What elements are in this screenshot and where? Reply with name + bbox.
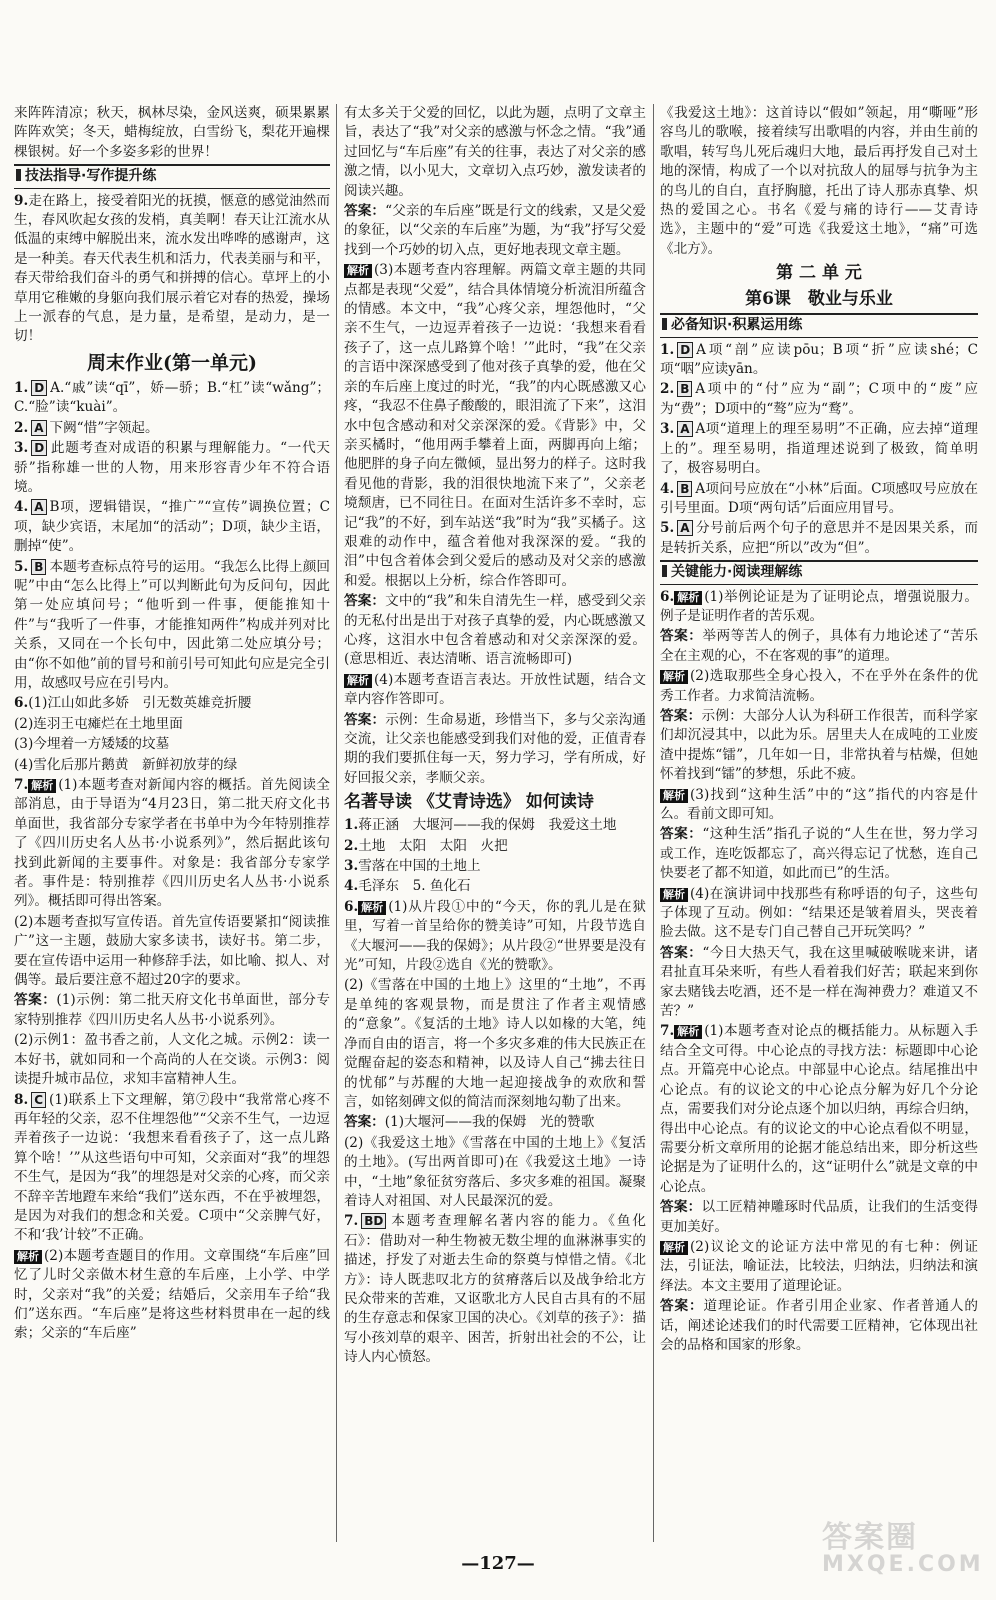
- question-number: 1.: [660, 341, 675, 358]
- paragraph: [14, 715, 330, 734]
- question-number: 4.: [344, 878, 359, 895]
- question-item: [14, 419, 330, 438]
- analysis-badge: 解析: [660, 670, 688, 684]
- body-text: “这种生活”指孔子说的“人生在世，努力学习或工作，连吃饭都忘了，高兴得忘记了忧愁，连自己快要老了都不知道，如此而已”的生活。: [660, 826, 978, 882]
- paragraph: [660, 825, 978, 883]
- body-text: (2)《我爱这土地》《雪落在中国的土地上》《复活的土地》。(写出两首即可)在《我爱这土地》一诗中，“土地”象征贫穷落后、多灾多难的祖国。凝聚着诗人对祖国、对人民最深沉的爱。: [344, 1134, 646, 1209]
- section-header: 必备知识·积累运用练: [660, 313, 978, 337]
- body-text: 本题考查理解名著内容的能力。《鱼化石》：借助对一种生物被无数尘埋的血淋淋事实的描述，抒发了对逝去生命的祭奠与悼惜之情。《北方》：诗人既悲叹北方的贫瘠落后以及战争给北方民众带来的苦难，又讴歌北方人民自古具有的不屈的生存意志和保家卫国的决心。《刘草的孩子》：描写小孩刘草的艰辛、困苦，折射出社会的不公，让诗人内心愤怒。: [344, 1213, 646, 1366]
- paragraph: [344, 1134, 646, 1212]
- body-text: (1)举例论证是为了证明论点，增强说服力。例子是证明作者的苦乐观。: [660, 588, 978, 624]
- body-text: 有太多关于父爱的回忆，以此为题，点明了文章主旨，表达了“我”对父亲的感激与怀念之情。“我”通过回忆与“车后座”有关的往事，表达了对父亲的感激之情，以小见大，文章切入点巧妙，激发读者的阅读兴趣。: [344, 105, 646, 199]
- question-item: [14, 498, 330, 556]
- body-text: 下阙“惜”字领起。: [49, 419, 159, 436]
- answer-choice: D: [31, 380, 47, 396]
- body-text: 分号前后两个句子的意思并不是因果关系，而是转折关系，应把“所以”改为“但”。: [660, 520, 978, 556]
- paragraph: [344, 976, 646, 1112]
- body-text: (4)雪化后那片鹅黄 新鲜初放芽的绿: [14, 756, 238, 773]
- question-number: 7.: [660, 1023, 675, 1040]
- question-number: 6.: [660, 588, 675, 605]
- question-item: [344, 898, 646, 976]
- question-number: 5.: [660, 520, 675, 537]
- analysis-badge: 解析: [674, 1025, 702, 1039]
- question-item: [344, 877, 646, 896]
- question-item: [14, 776, 330, 912]
- body-text: 本题考查标点符号的运用。“我怎么比得上颜回呢”中由“怎么比得上”可以判断此句为反问句，因此第一处应填问号；“他听到一件事，便能推知十件”与“我听了一件事，才能推知两件”构成并列对比关系，又同在一个长句中，因此第二处应填分号；由“你不如他”前的冒号和前引号可知此句应是完全引用，故感叹号应在引号内。: [14, 558, 330, 691]
- answer-label: 答案：: [660, 826, 703, 843]
- column-right: [660, 104, 978, 1356]
- paragraph: [344, 711, 646, 789]
- paragraph: [14, 756, 330, 775]
- answer-label: 答案：: [660, 1199, 702, 1216]
- body-text: (3)本题考查内容理解。两篇文章主题的共同点都是表现“父爱”，结合具体情境分析流泪所蕴含的情感。本文中，“我”心疼父亲，埋怨他时，“父亲不生气，一边逗弄着孩子一边说：‘我想来看看孩子了，这一点儿路算个啥！’”此时，“我”在父亲的言语中深深感受到了他对孩子真挚的爱，他在父亲的车后座上度过的时光，“我”的内心既感激又心疼，“我忍不住鼻子酸酸的，眼泪流了下来”，这泪水中包含感动和对父亲深深的爱。《背影》中，父亲买橘时，“他用两手攀着上面，两脚再向上缩；他肥胖的身子向左微倾，显出努力的样子。这时我看见他的背影，我的泪很快地流下来了”，父亲老境颓唐，已不同往日。在面对生活许多不幸时，忘记“我”的不好，到车站送“我”时为“我”买橘子。这艰难的动作中，蕴含着他对我深深的爱。“我的泪”中包含着体会到父爱后的感动及对父亲的感激和爱。根据以上分析，综合作答即可。: [344, 262, 646, 589]
- answer-choice: D: [31, 440, 47, 456]
- paragraph: [14, 1031, 330, 1089]
- question-item: [344, 816, 646, 835]
- paragraph: [660, 786, 978, 825]
- body-text: A.“戚”读“qī”，娇—骄；B.“杠”读“wǎng”；C.“脸”读“kuài”。: [14, 379, 330, 416]
- question-item: [14, 1091, 330, 1246]
- paragraph: [14, 1247, 330, 1344]
- body-text: 毛泽东 5. 鱼化石: [358, 878, 471, 895]
- body-text: (2)连羽王屯瘫烂在土地里面: [14, 715, 183, 732]
- paragraph: [344, 592, 646, 670]
- body-text: (1)江山如此多娇 引无数英雄竞折腰: [28, 695, 252, 712]
- body-text: 举两等苦人的例子，具体有力地论述了“苦乐全在主观的心，不在客观的事”的道理。: [660, 628, 979, 664]
- question-number: 2.: [660, 381, 675, 398]
- answer-label: 答案：: [344, 711, 386, 728]
- answer-choice: A: [677, 520, 692, 536]
- paragraph: [660, 707, 978, 785]
- question-item: [14, 694, 330, 713]
- column-left: [14, 104, 330, 1345]
- analysis-badge: 解析: [358, 901, 386, 915]
- answer-choice: B: [31, 559, 46, 575]
- body-text: 示例：大部分人认为科研工作很苦，而科学家们却沉浸其中，以此为乐。居里夫人在成吨的工业废渣中提炼“镭”，几年如一日，非常执着与枯燥，但她怀着找到“镭”的梦想，乐此不疲。: [660, 707, 979, 783]
- analysis-badge: 解析: [344, 264, 372, 278]
- body-text: A项“道理上的理至易明”不正确，应去掉“道理上的”。理至易明，指道理述说到了极致，简单明了，极容易明白。: [660, 421, 978, 477]
- body-text: “父亲的车后座”既是行文的线索，又是父爱的象征，以“父亲的车后座”为题，为“我”抒写父爱找到一个巧妙的切入点，更好地表现文章主题。: [344, 203, 646, 258]
- watermark-domain: MXQE.COM: [822, 1552, 984, 1577]
- question-item: [14, 379, 330, 418]
- body-text: (4)本题考查语言表达。开放性试题，结合文章内容作答即可。: [344, 671, 646, 708]
- paragraph: [14, 735, 330, 754]
- paragraph: [660, 1198, 978, 1237]
- question-item: [660, 480, 978, 519]
- body-text: (3)找到“这种生活”中的“这”指代的内容是什么。看前文即可知。: [660, 786, 978, 822]
- question-item: [660, 341, 978, 380]
- page-number: —127—: [461, 1553, 535, 1574]
- body-text: (1)本题考查对新闻内容的概括。首先阅读全部消息，由于导语为“4月23日，第二批天府文化书单面世，我省部分专家学者在书单中为今年特别推荐了《四川历史名人丛书·小说系列》”，然后据此该句找到此新闻的主要事件。对象是：我省部分专家学者。事件是：特别推荐《四川历史名人丛书·小说系列》。概括即可得出答案。: [14, 777, 330, 910]
- paragraph: [660, 667, 978, 706]
- body-text: (2)选取那些全身心投入，不在乎外在条件的优秀工作者。力求简洁流畅。: [660, 668, 978, 704]
- question-item: [14, 439, 330, 497]
- question-item: [660, 420, 978, 478]
- column-divider: [336, 104, 337, 1542]
- answer-choice: A: [31, 420, 46, 436]
- analysis-badge: 解析: [14, 1250, 42, 1264]
- question-number: 4.: [660, 480, 675, 497]
- paragraph: [660, 885, 978, 943]
- question-number: 2.: [14, 419, 29, 436]
- question-number: 3.: [344, 858, 359, 875]
- body-text: A项“剖”应读pōu；B项“折”应读shé；C项“咽”应读yān。: [660, 341, 978, 378]
- analysis-badge: 解析: [28, 779, 56, 793]
- question-number: 3.: [14, 440, 29, 457]
- paragraph: [660, 944, 978, 1022]
- body-text: (3)今埋着一方矮矮的坟墓: [14, 736, 170, 753]
- body-text: 土地 太阳 太阳 火把: [358, 837, 508, 854]
- body-text: (2)本题考查题目的作用。文章围绕“车后座”回忆了儿时父亲做木材生意的车后座，上小学、中学时，父亲对“我”的关爱；结婚后，父亲用车子给“我们”送东西。“车后座”是将这些材料贯串在一起的线索；父亲的“车后座”: [14, 1247, 330, 1342]
- body-text: 示例：生命易逝，珍惜当下，多与父亲沟通交流，让父亲也能感受到我们对他的爱，正值青春期的我们要抓住每一天，努力学习，学有所成，好好回报父亲，孝顺父亲。: [344, 711, 647, 786]
- body-text: (1)从片段①中的“今天，你的乳儿是在狱里，写着一首呈给你的赞美诗”可知，片段节选自《大堰河——我的保姆》；从片段②“世界要是没有光”可知，片段②选自《光的赞歌》。: [344, 898, 646, 974]
- paragraph: [660, 627, 978, 666]
- watermark-logo: [822, 1512, 982, 1592]
- question-number: 6.: [14, 695, 29, 712]
- body-text: 走在路上，接受着阳光的抚摸，惬意的感觉油然而生，春风吹起女孩的发梢，真美啊！春天让江流水从低温的束缚中解脱出来，流水发出哗哗的感谢声，这是一种美。春天代表生机和活力，代表美丽与和平，春天带给我们奋斗的勇气和拼搏的信心。草坪上的小草用它稚嫩的身躯向我们展示着它对春的热爱，操场上一派春的气息，是力量，是希望，是动力，是一切！: [14, 192, 330, 345]
- question-item: [344, 837, 646, 856]
- answer-choice: B: [677, 481, 692, 497]
- analysis-badge: 解析: [660, 1241, 688, 1255]
- section-title: 第 二 单 元: [776, 263, 862, 284]
- answer-choice: BD: [361, 1213, 386, 1229]
- answer-label: 答案：: [344, 1114, 385, 1131]
- body-text: 此题考查对成语的积累与理解能力。“一代天骄”指称雄一世的人物，用来形容青少年不符合语境。: [14, 440, 330, 495]
- answer-choice: C: [31, 1092, 46, 1108]
- answer-choice: B: [677, 381, 692, 397]
- body-text: (4)在演讲词中找那些有称呼语的句子，这些句子体现了互动。例如：“结果还是皱着眉头，哭丧着脸去做。这不是专门自己替自己开玩笑吗？”: [660, 885, 978, 941]
- body-text: B项，逻辑错误，“推广”“宣传”调换位置；C项，缺少宾语，末尾加“的活动”；D项，缺少主语，删掉“使”。: [14, 499, 330, 555]
- question-number: 5.: [14, 558, 29, 575]
- body-text: A项中的“付”应为“副”；C项中的“废”应为“费”；D项中的“骜”应为“鹜”。: [660, 381, 978, 417]
- question-item: [344, 1212, 646, 1367]
- body-text: “今日大热天气，我在这里喊破喉咙来讲，诸君扯直耳朵来听，有些人看着我们好苦；联起来到你家去赌钱去吃酒，还不是一样在淘神费力？难道又不苦？”: [660, 944, 979, 1020]
- section-title: 第6课 敬业与乐业: [745, 289, 893, 310]
- body-text: (1)本题考查对论点的概括能力。从标题入手结合全文可得。中心论点的寻找方法：标题即中心论点。开篇亮中心论点。中部显中心论点。结尾推出中心论点。有的议论文的中心论点分解为好几个分论点，需要我们对分论点逐个加以归纳，再综合归纳，得出中心论点。有的议论文的中心论点看似不明显，需要分析文章所用的论据才能总结出来，即分析这些论据是为了证明什么的，这“证明什么”就是文章的中心论点。: [660, 1023, 978, 1195]
- question-item: [14, 192, 330, 347]
- body-text: (1)联系上下文理解，第⑦段中“我常常心疼不再年轻的父亲，忍不住埋怨他”“父亲不生气，一边逗弄着孩子一边说：‘我想来看看孩子了，这一点儿路算个啥！’”从这些语句中可知，父亲面对“我”的埋怨不生气，是因为“我”的埋怨是对父亲的心疼，而父亲不辞辛苦地蹬车来给“我们”送东西，不在乎被埋怨，是因为对我们的想念和关爱。C项中“父亲脾气好，不和‘我’计较”不正确。: [14, 1091, 330, 1244]
- paragraph: [14, 104, 330, 162]
- body-text: (2)示例1：盈书香之前，人文化之城。示例2：读一本好书，就如同和一个高尚的人在交谈。示例3：阅读提升城市品位，求知丰富精神人生。: [14, 1032, 330, 1088]
- analysis-badge: 解析: [674, 591, 702, 605]
- answer-label: 答案：: [660, 707, 702, 724]
- answer-choice: A: [31, 499, 46, 515]
- question-number: 8.: [14, 1091, 29, 1108]
- body-text: 《我爱这土地》：这首诗以“假如”领起，用“嘶哑”形容鸟儿的歌喉，接着续写出歌唱的内容，并由生前的歌唱，转写鸟儿死后魂归大地，最后再抒发自己对土地的深情，构成了一个以对抗敌人的屈辱与抗争为主的鸟儿的自白，直抒胸臆，托出了诗人那赤真挚、炽热的爱国之心。书名《爱与痛的诗行——艾青诗选》，主题中的“爱”可选《我爱这土地》，“痛”可选《北方》。: [660, 105, 978, 257]
- body-text: (1)大堰河——我的保姆 光的赞歌: [384, 1114, 595, 1131]
- paragraph: [14, 991, 330, 1030]
- question-item: [660, 380, 978, 419]
- question-number: 3.: [660, 421, 675, 438]
- question-number: 2.: [344, 837, 359, 854]
- analysis-badge: 解析: [660, 888, 688, 902]
- paragraph: [660, 104, 978, 259]
- answer-label: 答案：: [660, 1298, 704, 1315]
- body-text: (2)《雪落在中国的土地上》这里的“土地”，不再是单纯的客观景物，而是贯注了作者主观情感的“意象”。《复活的土地》诗人以如椽的大笔，纯净而自由的语言，将一个多灾多难的伟大民族正在觉醒奋起的姿态和精神，以及诗人自己“拂去往日的忧郁”与苏醒的大地一起迎接战争的欢欣和誓言，如铭刻碑文似的简洁而深刻地勾勒了出来。: [344, 977, 646, 1110]
- question-item: [344, 857, 646, 876]
- body-text: (1)示例：第二批天府文化书单面世，部分专家特别推荐《四川历史名人丛书·小说系列》。: [14, 992, 330, 1028]
- body-text: 雪落在中国的土地上: [358, 858, 481, 875]
- answer-label: 答案：: [660, 628, 703, 645]
- paragraph: [14, 913, 330, 991]
- body-text: 道理论证。作者引用企业家、作者普通人的话，阐述论述我们的时代需要工匠精神，它体现出社会的品格和国家的形象。: [660, 1298, 979, 1353]
- paragraph: [344, 671, 646, 710]
- watermark-logo-text: 答案圈: [822, 1520, 918, 1555]
- answer-label: 答案：: [344, 593, 386, 610]
- question-number: 7.: [344, 1213, 359, 1230]
- answer-label: 答案：: [660, 944, 703, 961]
- column-divider: [653, 104, 654, 1542]
- section-title: 名著导读 《艾青诗选》 如何读诗: [344, 792, 594, 813]
- column-middle: [344, 104, 646, 1369]
- answer-label: 答案：: [344, 203, 386, 220]
- paragraph: [660, 1238, 978, 1296]
- question-item: [660, 519, 978, 558]
- question-number: 9.: [14, 192, 29, 209]
- body-text: A项问号应放在“小林”后面。C项感叹号应放在引号里面。D项“两句话”后面应用冒号。: [660, 480, 978, 516]
- question-number: 1.: [14, 379, 29, 396]
- answer-choice: A: [677, 421, 692, 437]
- section-header: 技法指导·写作提升练: [14, 164, 330, 188]
- analysis-badge: 解析: [344, 674, 372, 688]
- paragraph: [344, 104, 646, 201]
- body-text: (2)本题考查拟写宣传语。首先宣传语要紧扣“阅读推广”这一主题，鼓励大家多读书，读好书。第二步，要在宣传语中运用一种修辞手法，如比喻、拟人、对偶等。最后要注意不超过20字的要求。: [14, 913, 330, 989]
- body-text: 文中的“我”和朱自清先生一样，感受到父亲的无私付出是出于对孩子真挚的爱，内心既感激又心疼，这泪水中包含着感动和对父亲深深的爱。(意思相近、表达清晰、语言流畅即可): [344, 593, 646, 668]
- body-text: 蒋正涵 大堰河——我的保姆 我爱这土地: [358, 817, 617, 834]
- answer-choice: D: [677, 342, 693, 358]
- body-text: (2)议论文的论证方法中常见的有七种：例证法，引证法，喻证法，比较法，归纳法，归纳法和演绎法。本文主要用了道理论证。: [660, 1238, 978, 1294]
- body-text: 来阵阵清凉；秋天，枫林尽染，金风送爽，硕果累累阵阵欢笑；冬天，蜡梅绽放，白雪纷飞，梨花开遍棵棵银树。好一个多姿多彩的世界！: [14, 105, 330, 160]
- question-number: 1.: [344, 817, 359, 834]
- question-item: [660, 1022, 978, 1197]
- paragraph: [660, 1297, 978, 1355]
- section-title: 周末作业(第一单元): [87, 351, 257, 374]
- question-number: 6.: [344, 898, 359, 915]
- question-item: [14, 558, 330, 694]
- section-header: 关键能力·阅读理解练: [660, 560, 978, 584]
- paragraph: [344, 1113, 646, 1132]
- question-number: 7.: [14, 777, 29, 793]
- paragraph: [344, 202, 646, 260]
- body-text: 以工匠精神雕琢时代品质，让我们的生活变得更加美好。: [660, 1199, 979, 1235]
- paragraph: [344, 261, 646, 591]
- analysis-badge: 解析: [660, 789, 688, 803]
- answer-label: 答案：: [14, 992, 57, 1009]
- question-number: 4.: [14, 499, 29, 516]
- question-item: [660, 588, 978, 627]
